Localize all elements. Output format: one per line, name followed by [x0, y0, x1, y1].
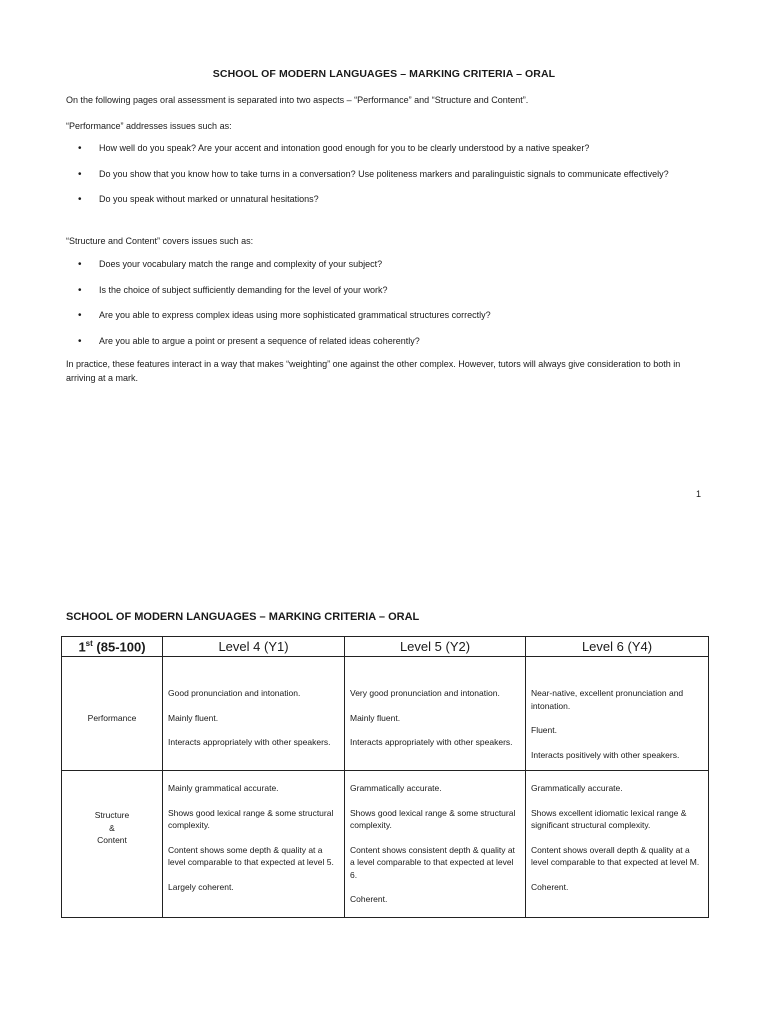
- row-label-structure-content: Structure & Content: [62, 771, 163, 918]
- table-row: [62, 657, 709, 771]
- closing-paragraph: In practice, these features interact in a way that makes “weighting” one against the other complex. However, tutors will always give consideration to both in arriving at a mark.: [66, 359, 681, 383]
- table-cell: Grammatically accurate. Shows good lexical range & some structural complexity. Content shows consistent depth & quality at a level comparable to that expected at level 6. Coherent.: [345, 771, 526, 918]
- list-item-text: Do you speak without marked or unnatural hesitations?: [99, 194, 319, 204]
- page-number: 1: [696, 489, 702, 499]
- list-item: [66, 142, 706, 156]
- list-item-text: Are you able to argue a point or present a sequence of related ideas coherently?: [99, 335, 420, 346]
- list-item-text: Does your vocabulary match the range and complexity of your subject?: [99, 259, 383, 269]
- structure-heading: “Structure and Content” covers issues such as:: [66, 236, 254, 246]
- bullet-icon: •: [78, 143, 82, 154]
- table-header-row: [62, 637, 709, 657]
- column-header: Level 5 (Y2): [345, 637, 526, 657]
- structure-bullet-list: [66, 258, 706, 348]
- list-item-text: How well do you speak? Are your accent and intonation good enough for you to be clearly understood by a native speaker?: [99, 143, 590, 153]
- table-row: [62, 771, 709, 918]
- table-cell: Near-native, excellent pronunciation and intonation. Fluent. Interacts positively with other speakers.: [526, 657, 709, 771]
- bullet-icon: •: [78, 259, 82, 270]
- list-item: [66, 168, 706, 182]
- bullet-icon: •: [78, 335, 82, 347]
- grade-band-header: 1st (85-100): [62, 637, 163, 657]
- table-cell: Very good pronunciation and intonation. Mainly fluent. Interacts appropriately with other speakers.: [345, 657, 526, 771]
- marking-criteria-table: [61, 636, 709, 918]
- list-item: [66, 258, 706, 272]
- page-title: SCHOOL OF MODERN LANGUAGES – MARKING CRITERIA – ORAL: [212, 68, 556, 80]
- list-item-text: Is the choice of subject sufficiently demanding for the level of your work?: [99, 284, 388, 295]
- list-item: [66, 284, 706, 298]
- column-header: Level 6 (Y4): [526, 637, 709, 657]
- column-header: Level 4 (Y1): [163, 637, 345, 657]
- bullet-icon: •: [78, 284, 82, 296]
- table-page-title: SCHOOL OF MODERN LANGUAGES – MARKING CRITERIA – ORAL: [66, 611, 420, 623]
- intro-paragraph: On the following pages oral assessment is separated into two aspects – “Performance” and “Structure and Content”.: [66, 95, 529, 105]
- list-item-text: Are you able to express complex ideas using more sophisticated grammatical structures correctly?: [99, 310, 491, 320]
- table-cell: Good pronunciation and intonation. Mainly fluent. Interacts appropriately with other speakers.: [163, 657, 345, 771]
- bullet-icon: •: [78, 168, 82, 180]
- table-cell: Grammatically accurate. Shows excellent idiomatic lexical range & significant structural complexity. Content shows overall depth & quality at a level comparable to that expected at level M. Coherent.: [526, 771, 709, 918]
- bullet-icon: •: [78, 310, 82, 321]
- table-cell: Mainly grammatical accurate. Shows good lexical range & some structural complexity. Content shows some depth & quality at a level comparable to that expected at level 5. Largely coherent.: [163, 771, 345, 918]
- list-item: [66, 309, 706, 323]
- list-item: [66, 335, 706, 349]
- row-label-performance: Performance: [62, 657, 163, 771]
- list-item: [66, 193, 706, 207]
- bullet-icon: •: [78, 194, 82, 205]
- performance-bullet-list: [66, 142, 706, 207]
- list-item-text: Do you show that you know how to take turns in a conversation? Use politeness markers and paralinguistic signals to communicate effectively?: [99, 168, 669, 179]
- performance-heading: “Performance” addresses issues such as:: [66, 121, 232, 131]
